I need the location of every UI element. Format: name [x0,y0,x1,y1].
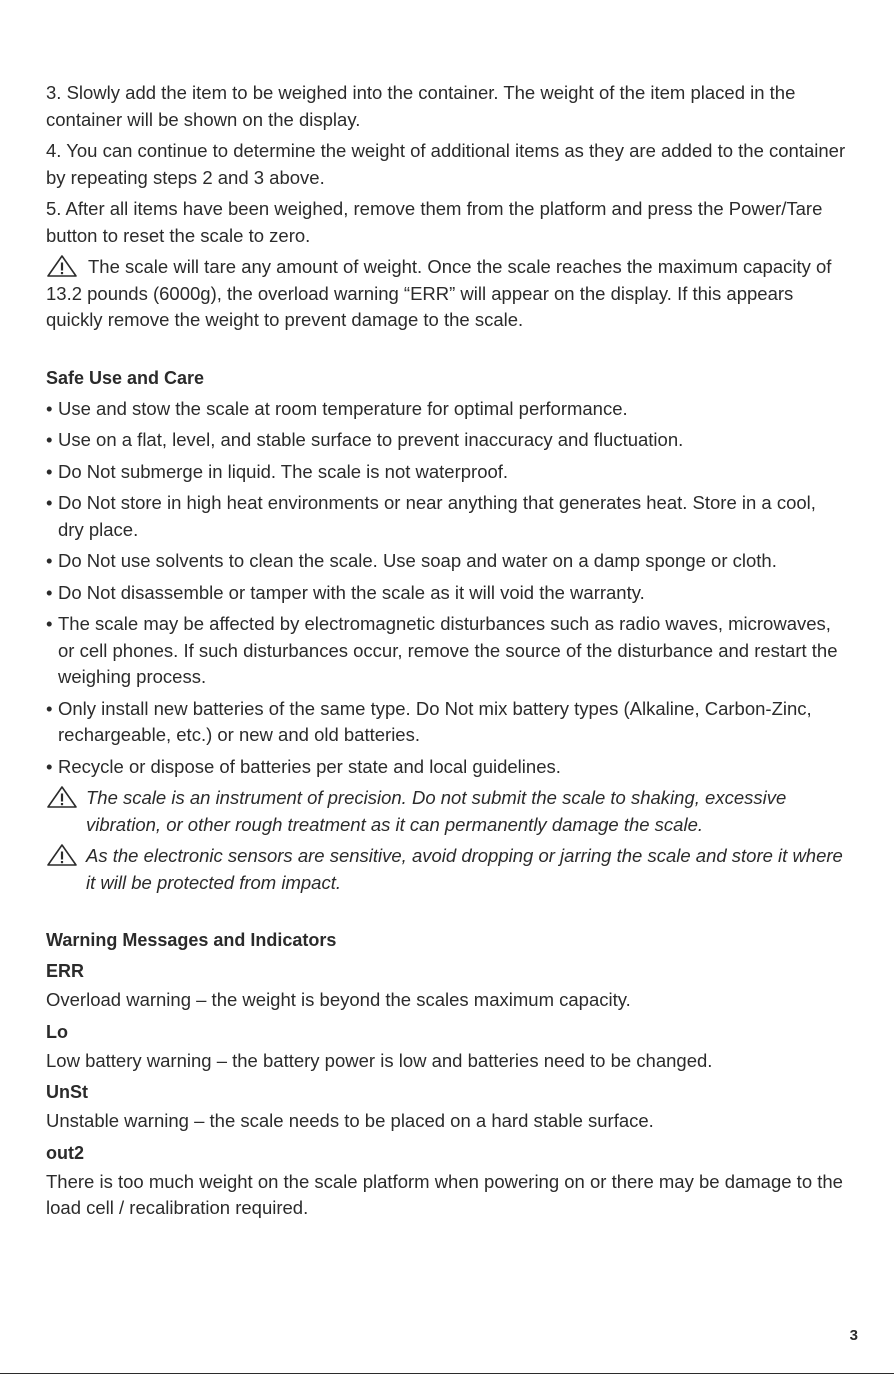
message-code-unst: UnSt [46,1082,88,1102]
bullet-dot: • [46,397,53,419]
list-item: • Do Not disassemble or tamper with the scale as it will void the warranty. [46,580,846,607]
bottom-divider [0,1373,894,1374]
warning-messages-section [46,927,846,1222]
bullet-dot: • [46,460,53,482]
message-text-unst: Unstable warning – the scale needs to be placed on a hard stable surface. [46,1110,654,1131]
tare-warning [46,254,846,334]
caution-sensors-text: As the electronic sensors are sensitive, avoid dropping or jarring the scale and store it where it will be protected from impact. [86,845,843,893]
list-item: • Do Not use solvents to clean the scale. Use soap and water on a damp sponge or cloth. [46,548,846,575]
message-code-lo: Lo [46,1021,68,1042]
warning-triangle-icon [46,843,78,867]
warning-triangle-icon [46,254,78,278]
message-code-out2: out2 [46,1142,84,1163]
message-code-err: ERR [46,961,85,981]
list-item: • Use on a flat, level, and stable surface to prevent inaccuracy and fluctuation. [46,427,846,454]
caution-precision-text: The scale is an instrument of precision. Do not submit the scale to shaking, excessive vibration, or other rough treatment as it can permanently damage the scale. [86,787,787,835]
manual-page [46,80,846,1227]
list-item: • The scale may be affected by electromagnetic disturbances such as radio waves, microwaves, or cell phones. If such disturbances occur, remove the source of the disturbance and restart the weighing process. [46,611,846,691]
list-item: • Do Not store in high heat environments or near anything that generates heat. Store in a cool, dry place. [46,490,846,543]
step-3: 3. Slowly add the item to be weighed into the container. The weight of the item placed in the container will be shown on the display. [46,82,796,130]
step-4: 4. You can continue to determine the weight of additional items as they are added to the container by repeating steps 2 and 3 above. [46,140,846,188]
list-item: • Do Not submerge in liquid. The scale is not waterproof. [46,459,846,486]
list-item: • Use and stow the scale at room temperature for optimal performance. [46,396,846,423]
warning-messages-heading: Warning Messages and Indicators [46,930,337,950]
caution-sensors [46,843,846,896]
message-text-err: Overload warning – the weight is beyond the scales maximum capacity. [46,989,631,1010]
bullet-dot: • [46,429,53,450]
tare-warning-text: The scale will tare any amount of weight. Once the scale reaches the maximum capacity of 13.2 pounds (6000g), the overload warning “ERR” will appear on the display. If this appears quickly remove the weight to prevent damage to the scale. [46,256,832,330]
step-5: 5. After all items have been weighed, remove them from the platform and press the Power/Tare button to reset the scale to zero. [46,198,823,246]
safe-use-section [46,365,846,897]
message-text-out2: There is too much weight on the scale platform when powering on or there may be damage to the load cell / recalibration required. [46,1170,843,1218]
safe-use-heading: Safe Use and Care [46,367,205,388]
bullet-dot: • [46,613,53,634]
list-item: • Only install new batteries of the same type. Do Not mix battery types (Alkaline, Carbon-Zinc, rechargeable, etc.) or new and old batteries. [46,696,846,749]
bullet-dot: • [46,755,53,777]
message-text-lo: Low battery warning – the battery power is low and batteries need to be changed. [46,1049,713,1071]
warning-triangle-icon [46,785,78,809]
caution-precision [46,785,846,838]
bullet-dot: • [46,581,53,603]
list-item: • Recycle or dispose of batteries per state and local guidelines. [46,754,846,781]
bullet-dot: • [46,697,53,719]
bullet-dot: • [46,492,53,513]
page-number: 3 [849,1327,858,1344]
bullet-dot: • [46,550,53,571]
